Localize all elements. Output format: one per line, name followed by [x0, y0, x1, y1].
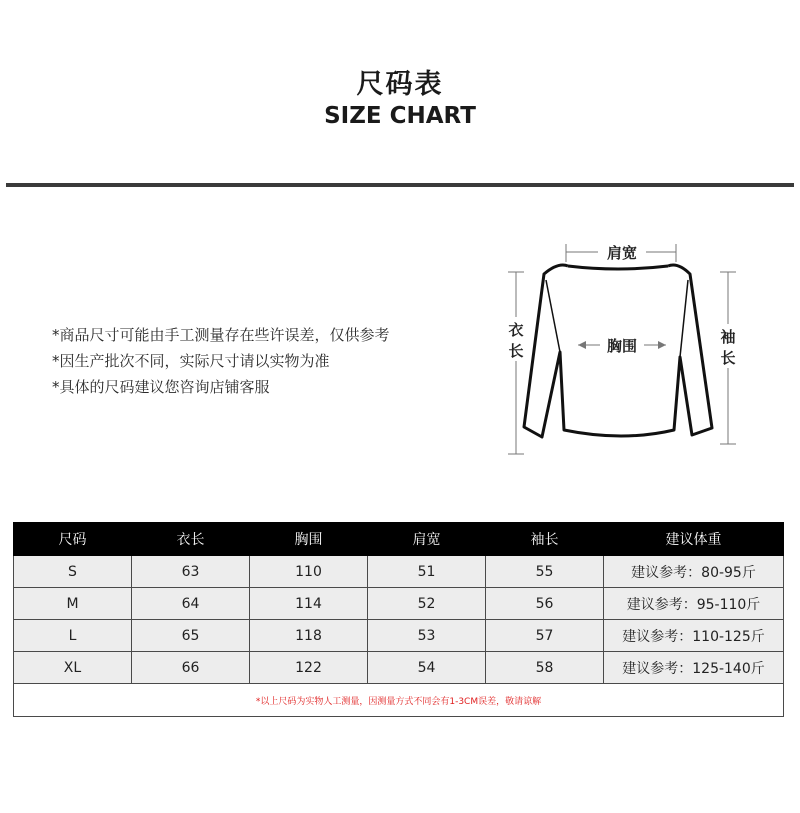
table-row — [14, 556, 784, 588]
table-cell: 65 — [132, 620, 250, 652]
length-label: 衣 — [508, 321, 524, 339]
table-cell: 63 — [132, 556, 250, 588]
title-english: SIZE CHART — [324, 103, 476, 129]
size-table-container — [13, 522, 783, 717]
table-cell: 110 — [250, 556, 368, 588]
sleeve-label: 长 — [720, 349, 736, 367]
table-cell: 58 — [486, 652, 604, 684]
garment-diagram — [498, 232, 748, 472]
table-cell: XL — [14, 652, 132, 684]
length-label: 长 — [508, 342, 524, 360]
note-line: *商品尺寸可能由手工测量存在些许误差，仅供参考 — [52, 326, 390, 344]
table-cell: 114 — [250, 588, 368, 620]
table-cell: 122 — [250, 652, 368, 684]
divider — [6, 183, 794, 187]
table-cell: 55 — [486, 556, 604, 588]
header — [0, 68, 800, 130]
notes — [52, 322, 390, 400]
table-cell: L — [14, 620, 132, 652]
table-cell: 建议参考：110-125斤 — [604, 620, 784, 652]
footnote-row — [14, 684, 784, 717]
shoulder-label: 肩宽 — [606, 244, 638, 262]
table-header-row — [14, 523, 784, 556]
chest-label: 胸围 — [606, 337, 638, 355]
table-cell: 66 — [132, 652, 250, 684]
note-line: *具体的尺码建议您咨询店铺客服 — [52, 378, 270, 396]
table-cell: 建议参考：95-110斤 — [604, 588, 784, 620]
table-cell: 64 — [132, 588, 250, 620]
size-table — [13, 522, 784, 717]
column-header: 袖长 — [486, 523, 604, 556]
note-line: *因生产批次不同，实际尺寸请以实物为准 — [52, 352, 330, 370]
column-header: 肩宽 — [368, 523, 486, 556]
table-cell: 118 — [250, 620, 368, 652]
footnote: *以上尺码为实物人工测量，因测量方式不同会有1-3CM误差，敬请谅解 — [14, 684, 784, 717]
column-header: 建议体重 — [604, 523, 784, 556]
table-cell: 建议参考：80-95斤 — [604, 556, 784, 588]
table-cell: 56 — [486, 588, 604, 620]
table-cell: M — [14, 588, 132, 620]
sleeve-label: 袖 — [720, 328, 736, 346]
table-cell: S — [14, 556, 132, 588]
column-header: 胸围 — [250, 523, 368, 556]
column-header: 衣长 — [132, 523, 250, 556]
table-row — [14, 588, 784, 620]
column-header: 尺码 — [14, 523, 132, 556]
table-row — [14, 652, 784, 684]
table-cell: 53 — [368, 620, 486, 652]
table-cell: 52 — [368, 588, 486, 620]
table-cell: 54 — [368, 652, 486, 684]
table-cell: 51 — [368, 556, 486, 588]
table-cell: 57 — [486, 620, 604, 652]
title-chinese: 尺码表 — [356, 69, 444, 100]
table-cell: 建议参考：125-140斤 — [604, 652, 784, 684]
table-row — [14, 620, 784, 652]
